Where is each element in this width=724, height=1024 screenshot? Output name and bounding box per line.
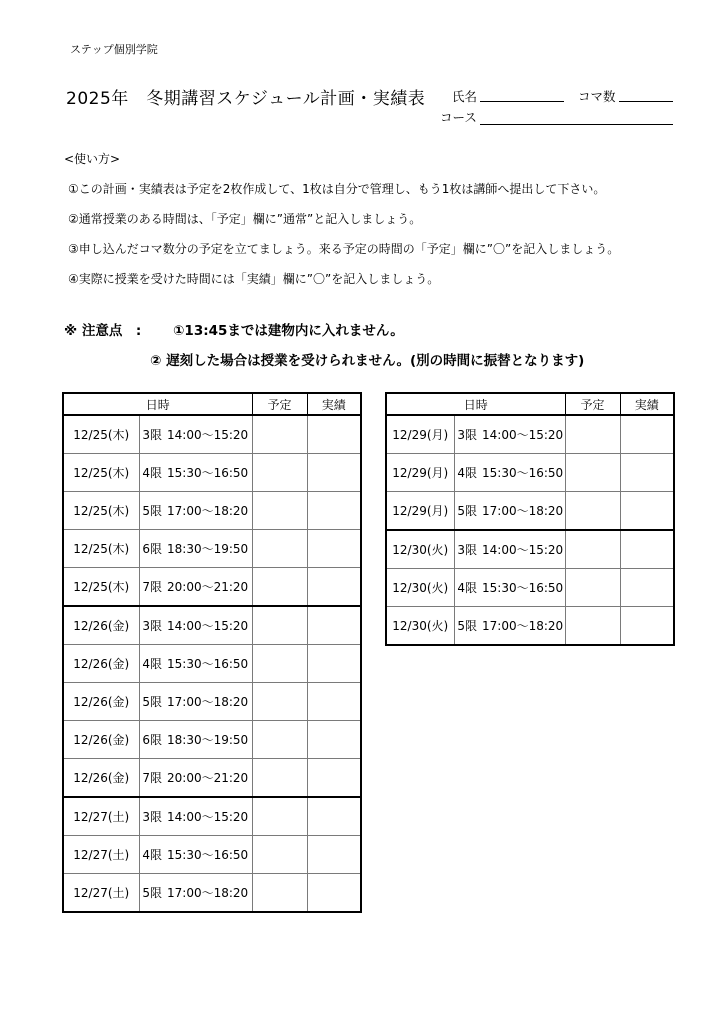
time-cell: 17:00～18:20	[165, 683, 252, 721]
time-cell: 15:30～16:50	[480, 569, 565, 607]
date-cell: 12/27(土)	[63, 874, 139, 913]
schedule-row	[63, 836, 361, 874]
name-label: 氏名	[452, 89, 478, 104]
period-cell: 3限	[454, 415, 480, 454]
schedule-row	[386, 454, 674, 492]
plan-cell[interactable]	[565, 569, 620, 607]
schedule-row	[386, 415, 674, 454]
koma-field[interactable]	[619, 101, 673, 102]
plan-cell[interactable]	[565, 530, 620, 569]
name-field[interactable]	[480, 101, 564, 102]
plan-cell[interactable]	[252, 874, 307, 913]
plan-header: 予定	[252, 393, 307, 415]
plan-cell[interactable]	[252, 454, 307, 492]
time-cell: 17:00～18:20	[165, 874, 252, 913]
time-cell: 14:00～15:20	[165, 415, 252, 454]
time-cell: 15:30～16:50	[165, 454, 252, 492]
howto-item-4: ④実際に授業を受けた時間には「実績」欄に”〇”を記入しましょう。	[68, 272, 440, 286]
period-cell: 3限	[139, 606, 165, 645]
plan-cell[interactable]	[252, 836, 307, 874]
howto-item-1: ①この計画・実績表は予定を2枚作成して、1枚は自分で管理し、もう1枚は講師へ提出して下さい。	[68, 182, 606, 196]
schedule-row	[386, 569, 674, 607]
schedule-row	[386, 492, 674, 531]
actual-cell[interactable]	[620, 569, 674, 607]
time-cell: 14:00～15:20	[165, 606, 252, 645]
date-cell: 12/30(火)	[386, 607, 454, 646]
period-cell: 4限	[139, 454, 165, 492]
period-cell: 5限	[454, 492, 480, 531]
plan-cell[interactable]	[252, 721, 307, 759]
page-title: 2025年 冬期講習スケジュール計画・実績表	[66, 89, 426, 109]
howto-item-2: ②通常授業のある時間は、「予定」欄に”通常”と記入しましょう。	[68, 212, 422, 226]
schedule-row	[63, 645, 361, 683]
caution-item-2: ② 遅刻した場合は授業を受けられません。(別の時間に振替となります)	[150, 353, 585, 369]
schedule-row	[63, 797, 361, 836]
time-cell: 18:30～19:50	[165, 530, 252, 568]
schedule-row	[63, 721, 361, 759]
schedule-row	[63, 683, 361, 721]
period-cell: 5限	[139, 683, 165, 721]
plan-cell[interactable]	[252, 492, 307, 530]
period-cell: 4限	[454, 569, 480, 607]
actual-cell[interactable]	[620, 415, 674, 454]
plan-cell[interactable]	[252, 645, 307, 683]
actual-cell[interactable]	[307, 683, 361, 721]
caution-label: ※ 注意点 :	[64, 323, 142, 339]
date-cell: 12/26(金)	[63, 606, 139, 645]
date-cell: 12/25(木)	[63, 492, 139, 530]
date-cell: 12/26(金)	[63, 759, 139, 798]
period-cell: 5限	[454, 607, 480, 646]
period-cell: 4限	[454, 454, 480, 492]
period-cell: 7限	[139, 759, 165, 798]
actual-cell[interactable]	[620, 454, 674, 492]
time-cell: 18:30～19:50	[165, 721, 252, 759]
actual-cell[interactable]	[307, 836, 361, 874]
datetime-header: 日時	[63, 393, 252, 415]
plan-cell[interactable]	[252, 759, 307, 798]
date-cell: 12/29(月)	[386, 415, 454, 454]
period-cell: 3限	[454, 530, 480, 569]
actual-cell[interactable]	[307, 492, 361, 530]
date-cell: 12/25(木)	[63, 530, 139, 568]
date-cell: 12/25(木)	[63, 568, 139, 607]
actual-cell[interactable]	[620, 607, 674, 646]
date-cell: 12/26(金)	[63, 683, 139, 721]
schedule-row	[63, 606, 361, 645]
plan-cell[interactable]	[252, 530, 307, 568]
schedule-row	[63, 530, 361, 568]
plan-cell[interactable]	[252, 415, 307, 454]
actual-cell[interactable]	[307, 530, 361, 568]
period-cell: 5限	[139, 874, 165, 913]
plan-cell[interactable]	[565, 492, 620, 531]
time-cell: 17:00～18:20	[480, 607, 565, 646]
plan-cell[interactable]	[565, 415, 620, 454]
time-cell: 15:30～16:50	[165, 836, 252, 874]
schedule-row	[63, 492, 361, 530]
actual-cell[interactable]	[307, 454, 361, 492]
period-cell: 4限	[139, 645, 165, 683]
period-cell: 6限	[139, 530, 165, 568]
actual-cell[interactable]	[307, 606, 361, 645]
actual-cell[interactable]	[307, 415, 361, 454]
schedule-row	[63, 454, 361, 492]
schedule-row	[386, 607, 674, 646]
date-cell: 12/29(月)	[386, 492, 454, 531]
datetime-header: 日時	[386, 393, 565, 415]
actual-cell[interactable]	[307, 721, 361, 759]
date-cell: 12/25(木)	[63, 454, 139, 492]
plan-header: 予定	[565, 393, 620, 415]
schedule-table-right	[385, 392, 675, 646]
time-cell: 15:30～16:50	[480, 454, 565, 492]
date-cell: 12/26(金)	[63, 645, 139, 683]
period-cell: 7限	[139, 568, 165, 607]
time-cell: 17:00～18:20	[165, 492, 252, 530]
time-cell: 15:30～16:50	[165, 645, 252, 683]
time-cell: 14:00～15:20	[480, 415, 565, 454]
caution-item-1: ①13:45までは建物内に入れません。	[173, 323, 404, 339]
actual-cell[interactable]	[620, 530, 674, 569]
course-field[interactable]	[480, 124, 673, 125]
period-cell: 3限	[139, 797, 165, 836]
date-cell: 12/25(木)	[63, 415, 139, 454]
period-cell: 5限	[139, 492, 165, 530]
period-cell: 3限	[139, 415, 165, 454]
howto-item-3: ③申し込んだコマ数分の予定を立てましょう。来る予定の時間の「予定」欄に”〇”を記入しましょう。	[68, 242, 620, 256]
date-cell: 12/29(月)	[386, 454, 454, 492]
plan-cell[interactable]	[252, 797, 307, 836]
schedule-row	[63, 568, 361, 607]
actual-cell[interactable]	[620, 492, 674, 531]
plan-cell[interactable]	[252, 568, 307, 607]
actual-cell[interactable]	[307, 874, 361, 913]
howto-heading: <使い方>	[64, 152, 121, 166]
actual-cell[interactable]	[307, 645, 361, 683]
time-cell: 20:00～21:20	[165, 568, 252, 607]
time-cell: 17:00～18:20	[480, 492, 565, 531]
plan-cell[interactable]	[252, 606, 307, 645]
date-cell: 12/30(火)	[386, 530, 454, 569]
header-row	[386, 393, 674, 415]
actual-cell[interactable]	[307, 568, 361, 607]
time-cell: 20:00～21:20	[165, 759, 252, 798]
actual-header: 実績	[307, 393, 361, 415]
actual-header: 実績	[620, 393, 674, 415]
time-cell: 14:00～15:20	[480, 530, 565, 569]
koma-label: コマ数	[578, 89, 616, 104]
date-cell: 12/27(土)	[63, 836, 139, 874]
schedule-row	[386, 530, 674, 569]
plan-cell[interactable]	[565, 607, 620, 646]
period-cell: 6限	[139, 721, 165, 759]
actual-cell[interactable]	[307, 797, 361, 836]
schedule-row	[63, 759, 361, 798]
actual-cell[interactable]	[307, 759, 361, 798]
header-row	[63, 393, 361, 415]
time-cell: 14:00～15:20	[165, 797, 252, 836]
plan-cell[interactable]	[252, 683, 307, 721]
date-cell: 12/30(火)	[386, 569, 454, 607]
date-cell: 12/27(土)	[63, 797, 139, 836]
date-cell: 12/26(金)	[63, 721, 139, 759]
schedule-row	[63, 874, 361, 913]
period-cell: 4限	[139, 836, 165, 874]
plan-cell[interactable]	[565, 454, 620, 492]
school-name: ステップ個別学院	[70, 43, 158, 56]
schedule-row	[63, 415, 361, 454]
course-label: コース	[440, 110, 477, 125]
schedule-table-left	[62, 392, 362, 913]
